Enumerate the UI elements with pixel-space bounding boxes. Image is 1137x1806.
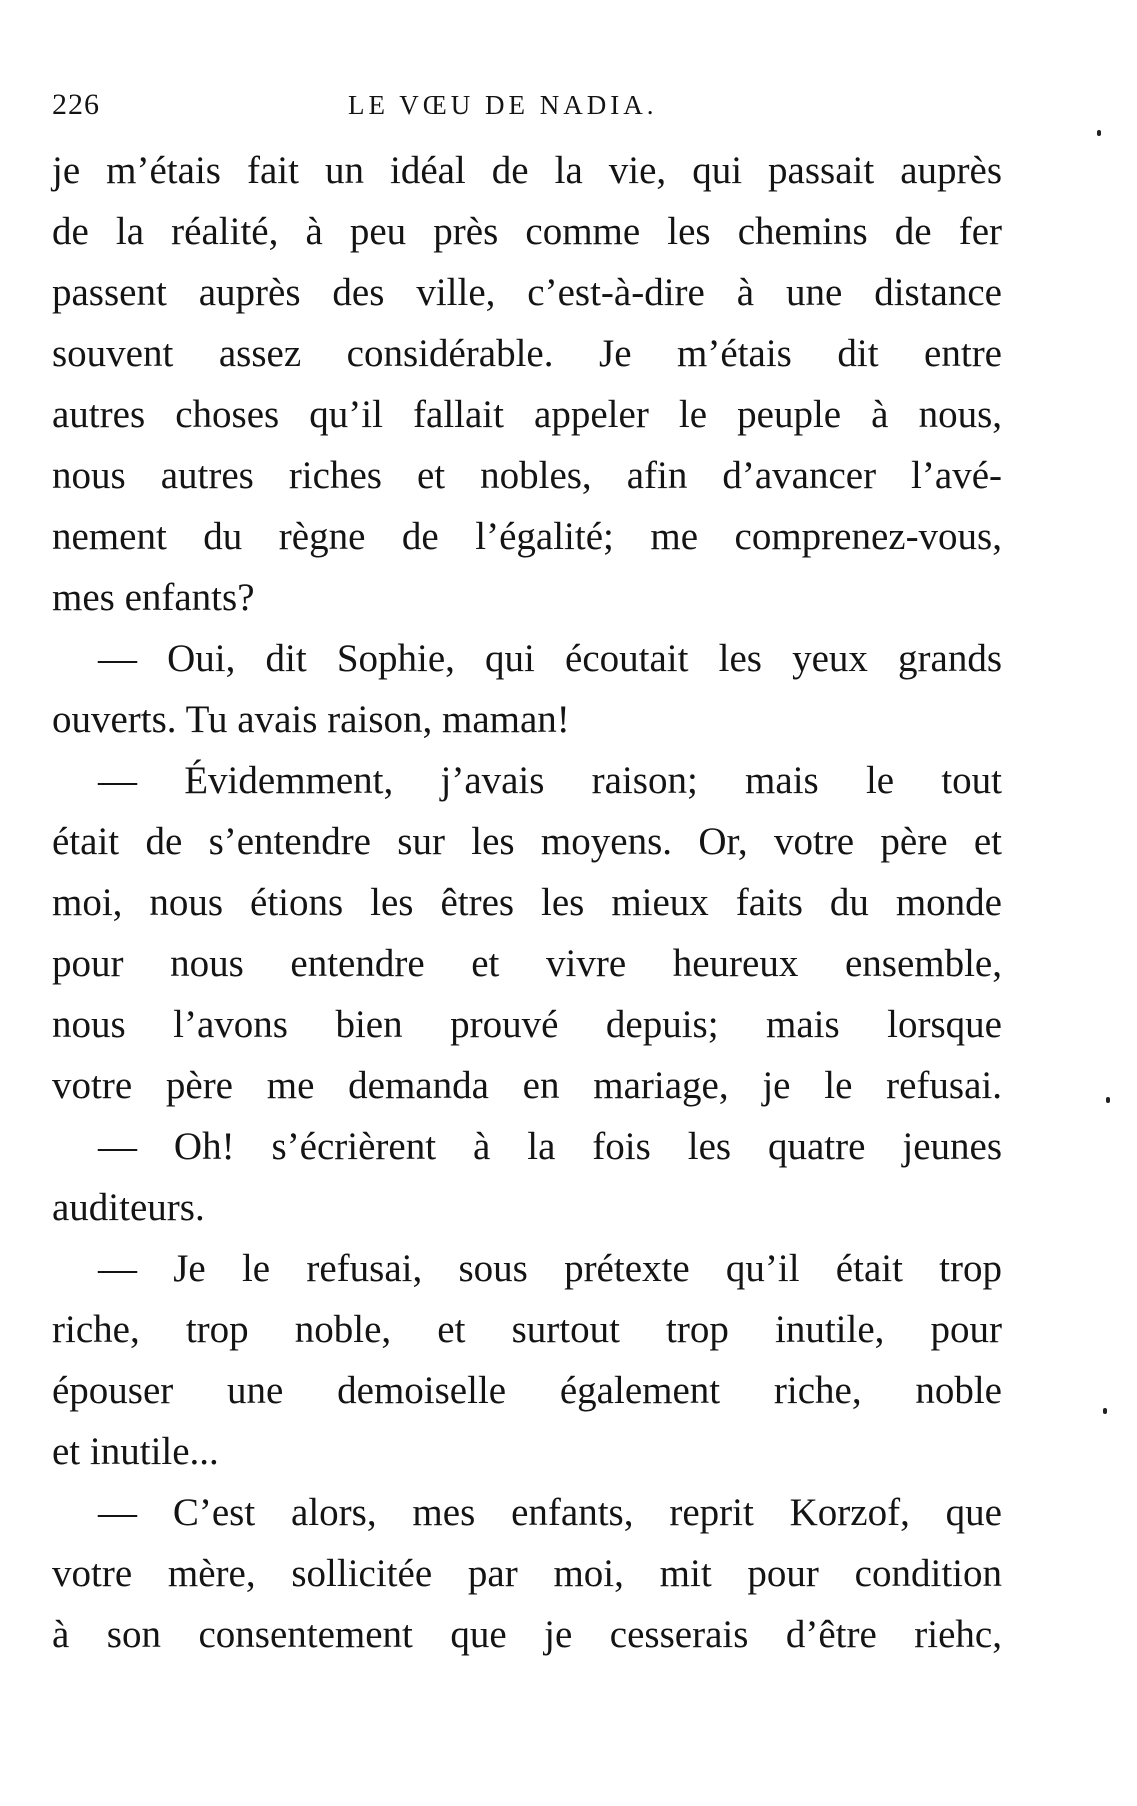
text-line: à son consentement que je cesserais d’être riehc, — [52, 1613, 1002, 1656]
text-line: autres choses qu’il fallait appeler le peuple à nous, — [52, 393, 1002, 436]
text-line: — Oh! s’écrièrent à la fois les quatre jeunes — [98, 1125, 1002, 1168]
page-number: 226 — [52, 88, 100, 121]
text-line: nous l’avons bien prouvé depuis; mais lorsque — [52, 1003, 1002, 1046]
text-line: ouverts. Tu avais raison, maman! — [52, 698, 570, 741]
text-line: nous autres riches et nobles, afin d’avancer l’avé- — [52, 454, 1002, 497]
text-line: votre père me demanda en mariage, je le refusai. — [52, 1064, 1002, 1107]
margin-speck — [1097, 130, 1101, 136]
text-line: mes enfants? — [52, 576, 255, 619]
text-line: je m’étais fait un idéal de la vie, qui passait auprès — [52, 149, 1002, 192]
text-line: nement du règne de l’égalité; me comprenez-vous, — [52, 515, 1002, 558]
text-line: — C’est alors, mes enfants, reprit Korzof, que — [98, 1491, 1002, 1534]
text-line: épouser une demoiselle également riche, noble — [52, 1369, 1002, 1412]
text-line: auditeurs. — [52, 1186, 205, 1229]
text-line: était de s’entendre sur les moyens. Or, votre père et — [52, 820, 1002, 863]
running-title: LE VŒU DE NADIA. — [348, 90, 658, 120]
text-line: votre mère, sollicitée par moi, mit pour condition — [52, 1552, 1002, 1595]
text-line: — Je le refusai, sous prétexte qu’il était trop — [98, 1247, 1002, 1290]
body-text — [52, 140, 1002, 1665]
text-line: pour nous entendre et vivre heureux ensemble, — [52, 942, 1002, 985]
text-line: moi, nous étions les êtres les mieux faits du monde — [52, 881, 1002, 924]
text-line: passent auprès des ville, c’est-à-dire à une distance — [52, 271, 1002, 314]
margin-speck — [1106, 1097, 1110, 1103]
text-line: souvent assez considérable. Je m’étais dit entre — [52, 332, 1002, 375]
text-line: et inutile... — [52, 1430, 219, 1473]
text-line: — Oui, dit Sophie, qui écoutait les yeux grands — [98, 637, 1002, 680]
page-header — [52, 88, 992, 128]
text-line: riche, trop noble, et surtout trop inutile, pour — [52, 1308, 1002, 1351]
margin-speck — [1103, 1408, 1107, 1414]
text-line: — Évidemment, j’avais raison; mais le tout — [98, 759, 1002, 802]
text-line: de la réalité, à peu près comme les chemins de fer — [52, 210, 1002, 253]
